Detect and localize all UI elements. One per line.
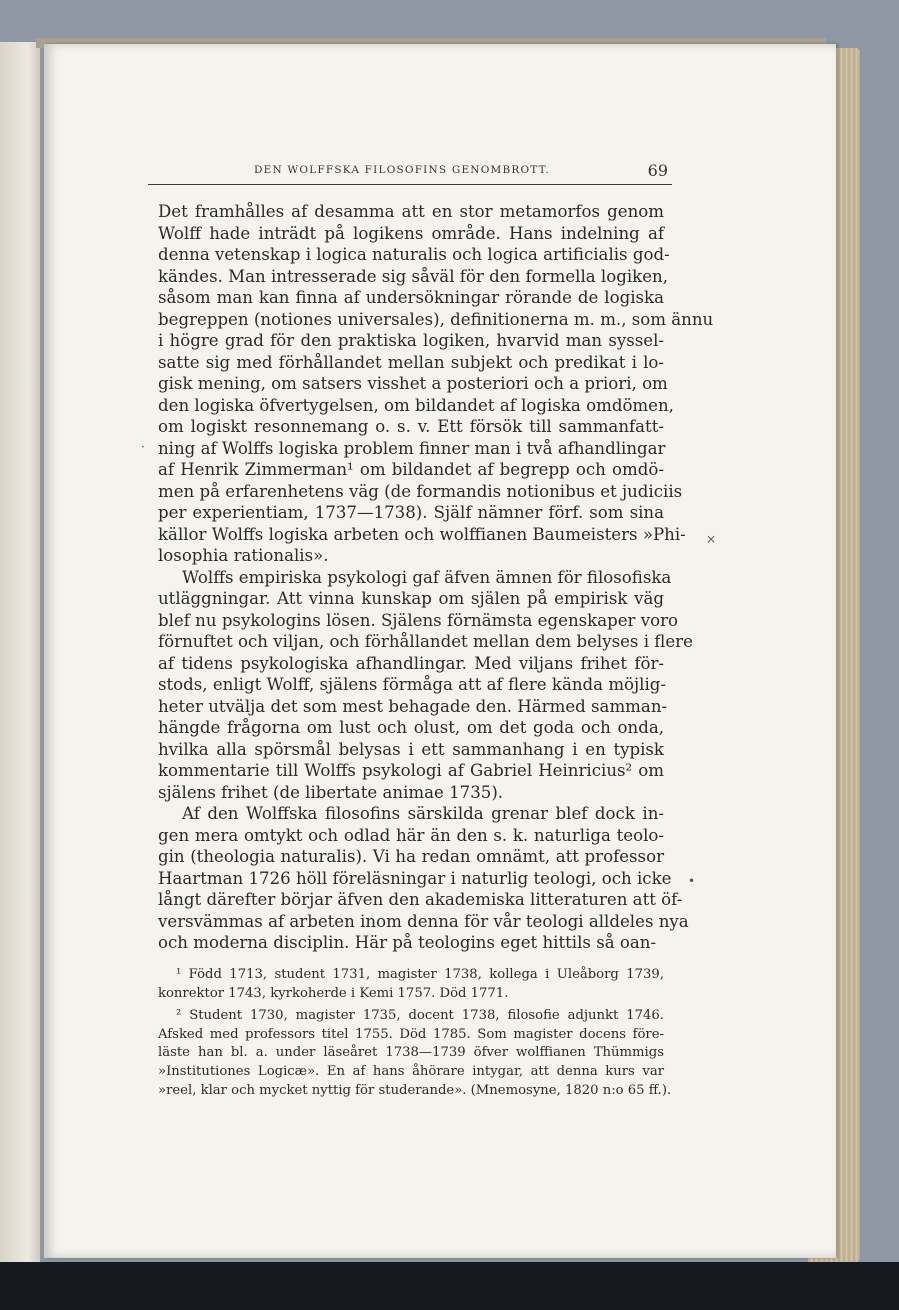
body-line: långt därefter börjar äfven den akademiska litteraturen att öf- [158,890,683,909]
body-line: per experientiam, 1737—1738). Själf nämner förf. som sina [158,503,664,522]
body-line: Det framhålles af desamma att en stor metamorfos genom [158,202,664,221]
footnote-line: läste han bl. a. under läseåret 1738—1739 öfver wolffianen Thümmigs [158,1045,664,1061]
page-number: 69 [647,161,668,180]
body-line: om logiskt resonnemang o. s. v. Ett försök till sammanfatt- [158,417,664,436]
body-line: utläggningar. Att vinna kunskap om själen på empirisk väg [158,589,664,608]
running-title: DEN WOLFFSKA FILOSOFINS GENOMBROTT. [254,164,550,176]
body-line: stods, enligt Wolff, själens förmåga att af flere kända möjlig- [158,675,667,694]
body-line: Wolff hade inträdt på logikens område. Hans indelning af [158,223,664,243]
body-line: Haartman 1726 höll föreläsningar i naturlig teologi, och icke [158,868,672,888]
body-line: i högre grad för den praktiska logiken, hvarvid man syssel- [158,331,664,350]
facing-page-edge [0,42,41,1262]
footnote-line: ¹ Född 1713, student 1731, magister 1738, kollega i Uleåborg 1739, [176,967,664,982]
body-line: gisk mening, om satsers visshet a posteriori och a priori, om [158,374,668,393]
body-line: kändes. Man intresserade sig såväl för den formella logiken, [158,266,668,286]
body-line: själens frihet (de libertate animae 1735). [158,782,504,802]
margin-mark: × [706,532,717,546]
footnote-line: »reel, klar och mycket nyttig för studerande». (Mnemosyne, 1820 n:o 65 ff.). [158,1082,672,1098]
body-line: versvämmas af arbeten inom denna för vår teologi alldeles nya [158,911,689,931]
body-line: losophia rationalis». [158,546,329,565]
body-line: blef nu psykologins lösen. Själens förnämsta egenskaper voro [158,610,679,630]
body-line: såsom man kan finna af undersökningar rörande de logiska [158,288,664,307]
body-line: Wolffs empiriska psykologi gaf äfven ämnen för filosofiska [182,567,672,587]
footnote-line: ² Student 1730, magister 1735, docent 1738, filosofie adjunkt 1746. [176,1008,664,1024]
footnote-line: konrektor 1743, kyrkoherde i Kemi 1757. Död 1771. [158,985,509,1001]
body-line: satte sig med förhållandet mellan subjekt och predikat i lo- [158,352,664,372]
body-line: af tidens psykologiska afhandlingar. Med viljans frihet för- [158,653,664,673]
body-line: af Henrik Zimmerman¹ om bildandet af begrepp och omdö- [158,460,664,479]
body-line: heter utvälja det som mest behagade den. Härmed samman- [158,696,668,716]
body-line: Af den Wolffska filosofins särskilda grenar blef dock in- [182,804,664,823]
body-line: hvilka alla spörsmål belysas i ett sammanhang i en typisk [158,739,664,759]
body-line: källor Wolffs logiska arbeten och wolffianen Baumeisters »Phi- [158,524,686,544]
body-line: hängde frågorna om lust och olust, om det goda och onda, [158,718,664,737]
body-line: förnuftet och viljan, och förhållandet mellan dem belyses i flere [158,632,693,651]
scan-background-bottom [0,1262,899,1310]
page-header [148,158,672,185]
body-line: gin (theologia naturalis). Vi ha redan omnämt, att professor [158,847,664,866]
footnote-line: »Institutiones Logicæ». En af hans åhörare intygar, att denna kurs var [158,1064,664,1079]
body-line: denna vetenskap i logica naturalis och logica artificialis god- [158,245,670,264]
body-line: begreppen (notiones universales), definitionerna m. m., som ännu [158,309,714,329]
margin-mark: • [688,874,696,888]
body-line: ning af Wolffs logiska problem finner man i två afhandlingar [158,438,666,458]
body-line: kommentarie till Wolffs psykologi af Gabriel Heinricius² om [158,761,664,780]
body-line: men på erfarenhetens väg (de formandis notionibus et judiciis [158,481,683,501]
margin-mark: · [141,440,145,454]
body-line: gen mera omtykt och odlad här än den s. k. naturliga teolo- [158,825,664,845]
footnote-line: Afsked med professors titel 1755. Död 1785. Som magister docens före- [158,1026,664,1042]
body-line: och moderna disciplin. Här på teologins eget hittils så oan- [158,933,657,952]
body-line: den logiska öfvertygelsen, om bildandet af logiska omdömen, [158,395,674,415]
